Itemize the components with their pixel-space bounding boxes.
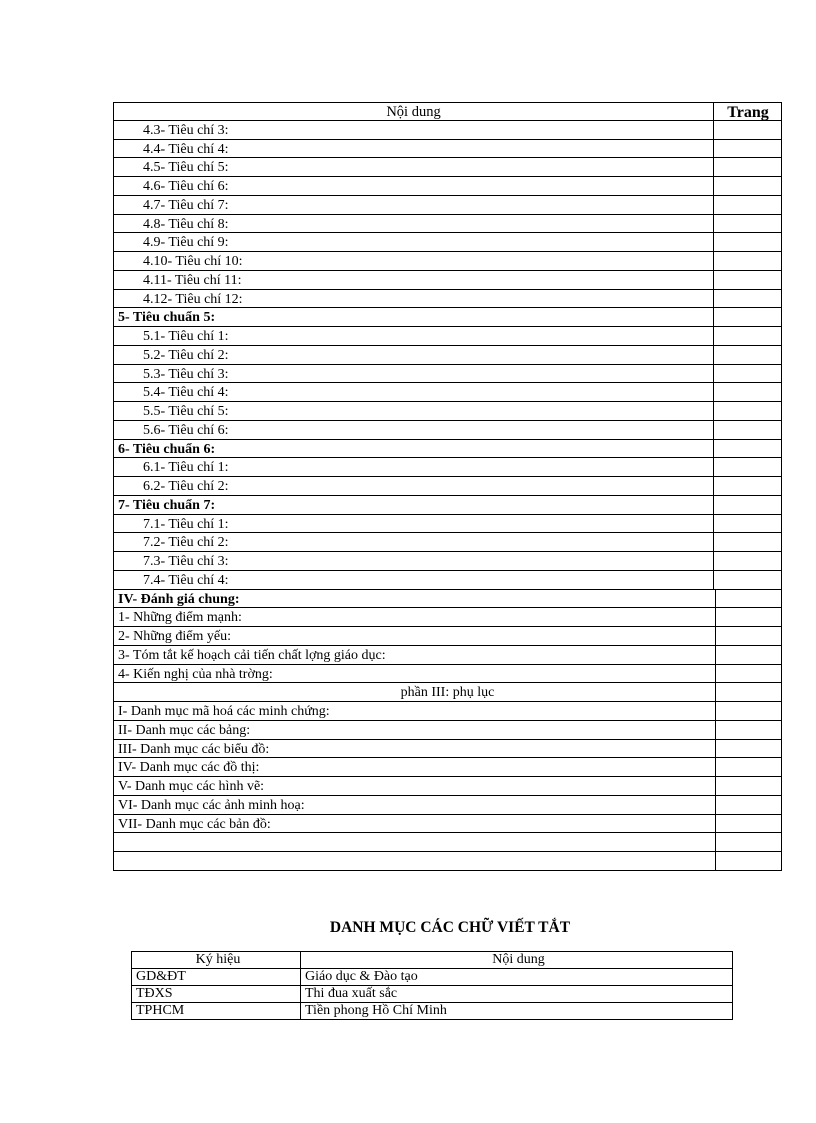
contents-row-label: 4.12- Tiêu chí 12: [143,291,243,307]
contents-row-label: IV- Danh mục các đồ thị: [118,760,260,776]
contents-row [113,533,782,552]
contents-row [113,290,782,309]
meaning-header: Nội dung [301,952,733,969]
contents-row [113,758,782,777]
contents-row-label: 4.8- Tiêu chí 8: [143,216,229,232]
contents-row-label: VII- Danh mục các bản đồ: [118,816,271,832]
contents-row [113,440,782,459]
contents-row-label: 3- Tóm tắt kế hoạch cải tiến chất lợng giáo dục: [118,647,386,663]
contents-row-label: 4.3- Tiêu chí 3: [143,122,229,138]
abbreviations-title: DANH MỤC CÁC CHỮ VIẾT TẮT [329,919,571,936]
table-left-border [113,102,114,871]
contents-row-label: 5.4- Tiêu chí 4: [143,385,229,401]
contents-row [113,271,782,290]
contents-row-label: 7- Tiêu chuẩn 7: [118,497,216,513]
contents-row-label: II- Danh mục các bảng: [118,722,251,738]
contents-row-label: 5- Tiêu chuẩn 5: [118,310,216,326]
contents-row [113,646,782,665]
contents-row [113,740,782,759]
contents-row [113,346,782,365]
abbreviations-table [131,951,733,1020]
contents-row-label: 5.5- Tiêu chí 5: [143,404,229,419]
contents-table-header [113,102,782,121]
contents-row [113,815,782,834]
contents-row [113,515,782,534]
abbreviations-header-row [132,952,733,969]
page-column-divider [715,590,716,871]
contents-row [113,552,782,571]
contents-row [113,796,782,815]
contents-row [113,215,782,234]
contents-row-label: VI- Danh mục các ảnh minh hoạ: [118,797,305,813]
contents-row [113,571,782,590]
contents-section-standards [113,121,782,590]
contents-row [113,140,782,159]
contents-row [113,458,782,477]
contents-row [113,383,782,402]
contents-row-label: 5.2- Tiêu chí 2: [143,347,229,363]
contents-row-label: 5.3- Tiêu chí 3: [143,366,229,382]
contents-row [113,777,782,796]
contents-row [113,683,782,702]
contents-row [113,308,782,327]
contents-row [113,665,782,684]
contents-row-label: 4.9- Tiêu chí 9: [143,235,229,251]
contents-section-appendix [113,590,782,871]
contents-row-label: phần III: phụ lục [400,685,495,701]
contents-row [113,477,782,496]
contents-row-label: 4.10- Tiêu chí 10: [143,254,243,269]
abbreviation-row [132,986,733,1003]
contents-row-label: 7.1- Tiêu chí 1: [143,516,229,532]
abbreviation-meaning: Thi đua xuất sắc [301,986,733,1003]
contents-row-label: 6.1- Tiêu chí 1: [143,460,229,476]
contents-row-label: III- Danh mục các biểu đồ: [118,741,270,757]
contents-row [113,177,782,196]
abbreviation-meaning: Tiền phong Hồ Chí Minh [301,1003,733,1020]
contents-row-label: 1- Những điểm mạnh: [118,610,242,626]
contents-row [113,721,782,740]
contents-row-label: IV- Đánh giá chung: [118,591,240,607]
contents-row [113,402,782,421]
abbreviation-symbol: TĐXS [132,986,301,1003]
contents-row-label: 4.11- Tiêu chí 11: [143,272,242,288]
contents-row-label: 5.6- Tiêu chí 6: [143,422,229,438]
contents-row-label: 4.6- Tiêu chí 6: [143,179,229,194]
abbreviation-row [132,969,733,986]
contents-row-label: 4.4- Tiêu chí 4: [143,141,229,157]
contents-row-label: 7.4- Tiêu chí 4: [143,572,229,588]
contents-row [113,421,782,440]
header-page-label: Trang [727,104,769,121]
contents-row [113,196,782,215]
contents-row [113,608,782,627]
contents-row-label: V- Danh mục các hình vẽ: [118,779,265,794]
contents-row [113,590,782,609]
contents-row [113,833,782,852]
abbreviation-row [132,1003,733,1020]
contents-row [113,496,782,515]
contents-row-label: 4.5- Tiêu chí 5: [143,160,229,176]
symbol-header: Ký hiệu [132,952,301,969]
contents-row-label: 2- Những điểm yếu: [118,629,231,644]
table-right-border [781,102,782,871]
contents-row [113,158,782,177]
contents-row [113,627,782,646]
contents-row-label: 7.2- Tiêu chí 2: [143,535,229,551]
contents-row-label: 7.3- Tiêu chí 3: [143,554,229,569]
page-column-divider [713,102,714,590]
contents-row-label: 6- Tiêu chuẩn 6: [118,441,216,457]
contents-row-label: 4- Kiến nghị của nhà trờng: [118,666,273,682]
contents-row [113,702,782,721]
contents-row-label: 4.7- Tiêu chí 7: [143,197,229,213]
contents-row [113,121,782,140]
abbreviation-symbol: GD&ĐT [132,969,301,986]
contents-row [113,327,782,346]
abbreviation-meaning: Giáo dục & Đào tạo [301,969,733,986]
abbreviation-symbol: TPHCM [132,1003,301,1020]
header-content-label: Nội dung [386,104,441,120]
contents-row-label: I- Danh mục mã hoá các minh chứng: [118,704,330,719]
contents-row-label: 5.1- Tiêu chí 1: [143,329,229,344]
contents-row [113,252,782,271]
contents-table [113,102,782,871]
contents-row [113,233,782,252]
contents-row [113,365,782,384]
contents-row [113,852,782,871]
contents-row-label: 6.2- Tiêu chí 2: [143,479,229,494]
